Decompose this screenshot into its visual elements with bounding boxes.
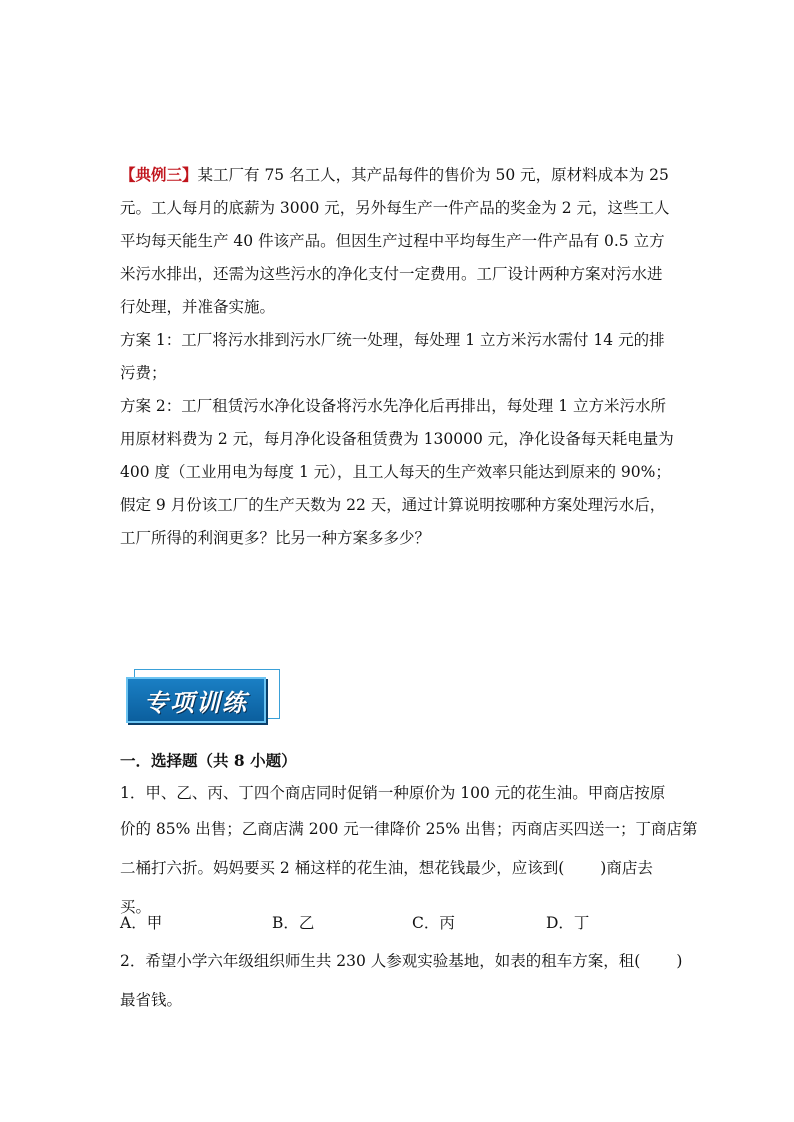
- q1-line-3: 二桶打六折。妈妈要买 2 桶这样的花生油，想花钱最少，应该到( )商店去: [120, 859, 653, 877]
- section-banner: [126, 677, 266, 723]
- question-1: [120, 744, 698, 927]
- question-2: [120, 942, 683, 1020]
- q2-line-2: 最省钱。: [120, 991, 183, 1009]
- option-a[interactable]: A．甲: [120, 914, 163, 932]
- option-d[interactable]: D．丁: [546, 914, 590, 932]
- example-3-line-9: 用原材料费为 2 元，每月净化设备租赁费为 130000 元，净化设备每天耗电量为: [120, 430, 674, 448]
- example-3-line-8: 方案 2：工厂租赁污水净化设备将污水先净化后再排出，每处理 1 立方米污水所: [120, 397, 667, 415]
- example-3-line-12: 工厂所得的利润更多？比另一种方案多多少？: [120, 529, 431, 547]
- q1-options: [120, 907, 680, 940]
- example-tag: 【典例三】: [120, 165, 198, 184]
- example-3-line-2: 元。工人每月的底薪为 3000 元，另外每生产一件产品的奖金为 2 元，这些工人: [120, 199, 670, 217]
- q2-line-1: 2．希望小学六年级组织师生共 230 人参观实验基地，如表的租车方案，租( ): [120, 952, 683, 970]
- banner-label: 专项训练: [144, 688, 248, 717]
- option-c[interactable]: C．丙: [412, 914, 455, 932]
- example-3-line-4: 米污水排出，还需为这些污水的净化支付一定费用。工厂设计两种方案对污水进: [120, 265, 663, 283]
- q1-line-4: 买。: [120, 898, 152, 916]
- example-3-line-10: 400 度（工业用电为每度 1 元），且工人每天的生产效率只能达到原来的 90%；: [120, 463, 671, 481]
- q1-line-2: 价的 85% 出售；乙商店满 200 元一律降价 25% 出售；丙商店买四送一；丁商店第: [120, 820, 698, 838]
- example-3-line-1: 【典例三】某工厂有 75 名工人，其产品每件的售价为 50 元，原材料成本为 25: [120, 165, 669, 184]
- q1-line-1: 1．甲、乙、丙、丁四个商店同时促销一种原价为 100 元的花生油。甲商店按原: [120, 784, 666, 802]
- section-heading: 一．选择题（共 8 小题）: [120, 751, 297, 770]
- example-3-line-6: 方案 1：工厂将污水排到污水厂统一处理，每处理 1 立方米污水需付 14 元的排: [120, 331, 665, 349]
- example-3-line-11: 假定 9 月份该工厂的生产天数为 22 天，通过计算说明按哪种方案处理污水后，: [120, 496, 666, 514]
- example-3: [120, 158, 680, 555]
- example-3-line-7: 污费；: [120, 364, 167, 382]
- option-b[interactable]: B．乙: [272, 914, 315, 932]
- example-3-line-3: 平均每天能生产 40 件该产品。但因生产过程中平均每生产一件产品有 0.5 立方: [120, 232, 665, 250]
- example-3-line-5: 行处理，并准备实施。: [120, 298, 276, 316]
